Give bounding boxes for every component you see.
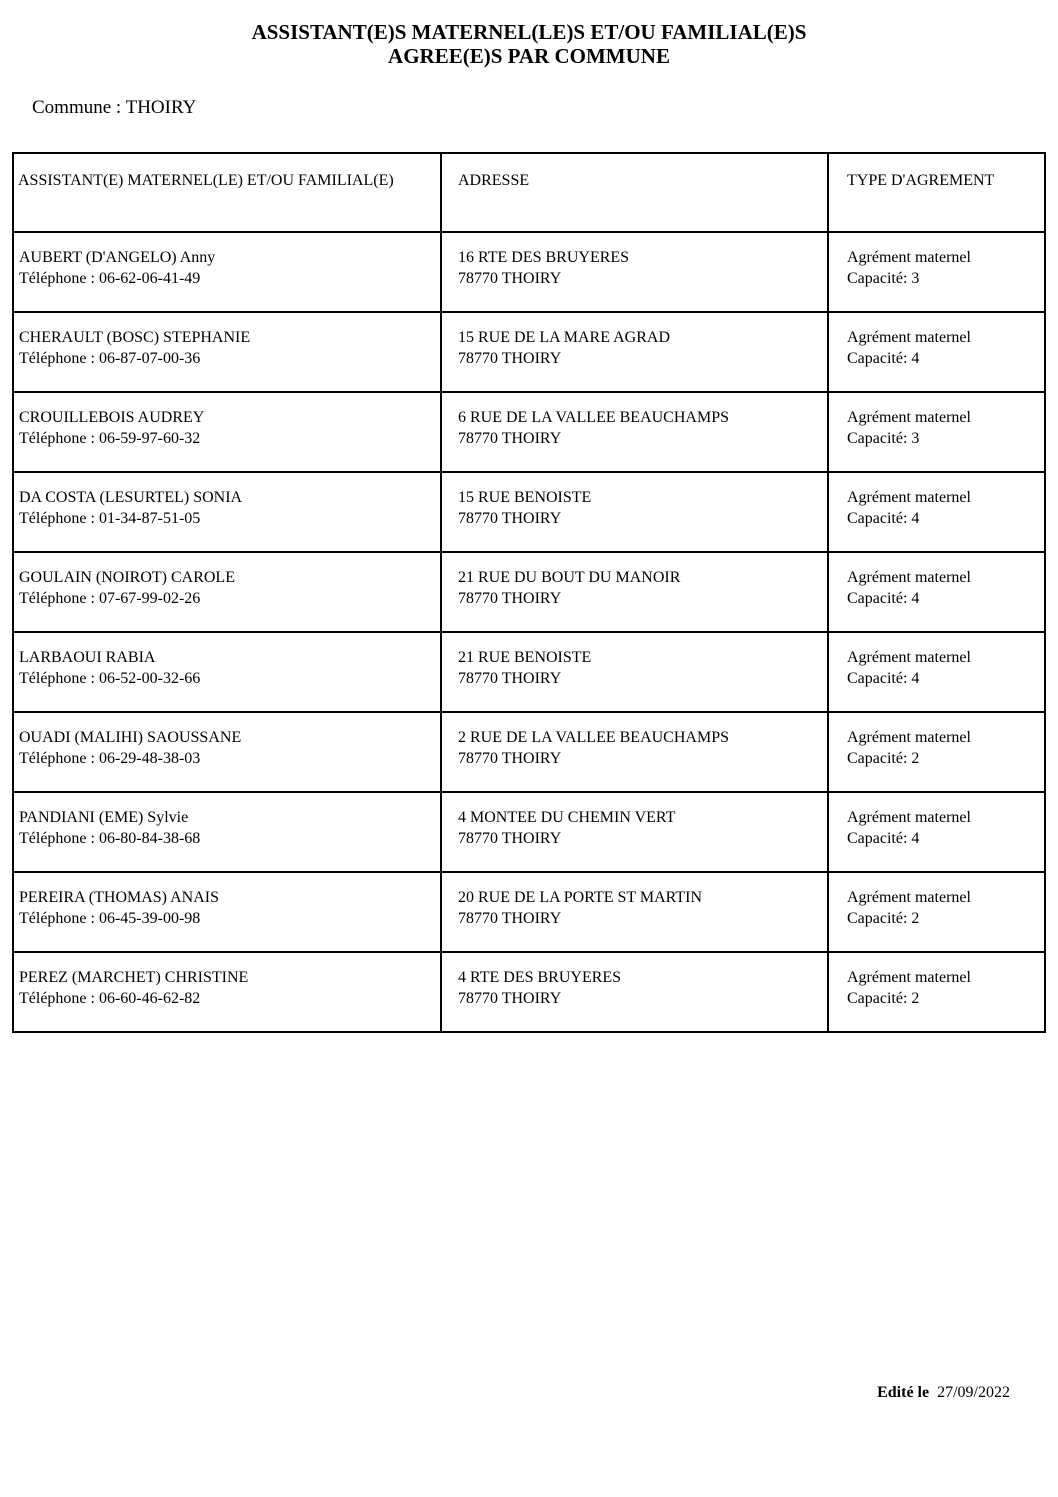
approval-type: Agrément maternel bbox=[847, 569, 971, 586]
table-header-row bbox=[13, 153, 1045, 232]
approval-capacity: Capacité: 4 bbox=[847, 350, 920, 367]
approval-type: Agrément maternel bbox=[847, 249, 971, 266]
approval-type: Agrément maternel bbox=[847, 889, 971, 906]
table-row bbox=[13, 792, 1045, 872]
assistant-cell bbox=[13, 872, 441, 952]
approval-type: Agrément maternel bbox=[847, 809, 971, 826]
assistant-phone: Téléphone : 06-45-39-00-98 bbox=[19, 910, 201, 927]
approval-cell bbox=[828, 552, 1045, 632]
document-title bbox=[0, 20, 1058, 68]
table-row bbox=[13, 712, 1045, 792]
approval-type: Agrément maternel bbox=[847, 969, 971, 986]
approval-capacity: Capacité: 2 bbox=[847, 990, 920, 1007]
address-cell bbox=[441, 952, 828, 1032]
header-approval-type: TYPE D'AGREMENT bbox=[828, 153, 1045, 232]
address-city: 78770 THOIRY bbox=[458, 910, 562, 927]
title-line-2: AGREE(E)S PAR COMMUNE bbox=[388, 44, 670, 68]
assistant-name: LARBAOUI RABIA bbox=[19, 649, 156, 666]
address-cell bbox=[441, 792, 828, 872]
address-street: 16 RTE DES BRUYERES bbox=[458, 249, 630, 266]
assistant-name: DA COSTA (LESURTEL) SONIA bbox=[19, 489, 243, 506]
edit-date-value: 27/09/2022 bbox=[937, 1384, 1010, 1401]
approval-cell bbox=[828, 312, 1045, 392]
assistant-phone: Téléphone : 06-60-46-62-82 bbox=[19, 990, 201, 1007]
table-row bbox=[13, 552, 1045, 632]
address-street: 4 MONTEE DU CHEMIN VERT bbox=[458, 809, 676, 826]
assistant-cell bbox=[13, 552, 441, 632]
address-city: 78770 THOIRY bbox=[458, 270, 562, 287]
approval-capacity: Capacité: 3 bbox=[847, 270, 920, 287]
assistant-name: CROUILLEBOIS AUDREY bbox=[19, 409, 205, 426]
assistant-phone: Téléphone : 07-67-99-02-26 bbox=[19, 590, 201, 607]
commune-label: Commune : THOIRY bbox=[32, 97, 197, 118]
address-city: 78770 THOIRY bbox=[458, 830, 562, 847]
address-street: 20 RUE DE LA PORTE ST MARTIN bbox=[458, 889, 703, 906]
title-line-1: ASSISTANT(E)S MATERNEL(LE)S ET/OU FAMILIAL(E)S bbox=[251, 20, 807, 44]
assistant-phone: Téléphone : 06-52-00-32-66 bbox=[19, 670, 201, 687]
address-street: 2 RUE DE LA VALLEE BEAUCHAMPS bbox=[458, 729, 729, 746]
approval-capacity: Capacité: 4 bbox=[847, 830, 920, 847]
assistant-name: AUBERT (D'ANGELO) Anny bbox=[19, 249, 216, 266]
approval-cell bbox=[828, 872, 1045, 952]
approval-capacity: Capacité: 3 bbox=[847, 430, 920, 447]
assistant-name: CHERAULT (BOSC) STEPHANIE bbox=[19, 329, 251, 346]
approval-cell bbox=[828, 472, 1045, 552]
assistant-phone: Téléphone : 06-59-97-60-32 bbox=[19, 430, 201, 447]
assistant-phone: Téléphone : 06-80-84-38-68 bbox=[19, 830, 201, 847]
approval-type: Agrément maternel bbox=[847, 329, 971, 346]
assistant-cell bbox=[13, 232, 441, 312]
assistant-cell bbox=[13, 472, 441, 552]
approval-cell bbox=[828, 392, 1045, 472]
address-city: 78770 THOIRY bbox=[458, 350, 562, 367]
approval-cell bbox=[828, 792, 1045, 872]
address-street: 15 RUE BENOISTE bbox=[458, 489, 592, 506]
address-cell bbox=[441, 712, 828, 792]
approval-type: Agrément maternel bbox=[847, 489, 971, 506]
address-city: 78770 THOIRY bbox=[458, 510, 562, 527]
assistant-cell bbox=[13, 392, 441, 472]
table-row bbox=[13, 632, 1045, 712]
approval-capacity: Capacité: 2 bbox=[847, 910, 920, 927]
address-street: 4 RTE DES BRUYERES bbox=[458, 969, 622, 986]
address-cell bbox=[441, 392, 828, 472]
approval-type: Agrément maternel bbox=[847, 649, 971, 666]
address-city: 78770 THOIRY bbox=[458, 590, 562, 607]
approval-cell bbox=[828, 712, 1045, 792]
approval-capacity: Capacité: 4 bbox=[847, 590, 920, 607]
header-address: ADRESSE bbox=[441, 153, 828, 232]
table-body bbox=[13, 232, 1045, 1032]
assistant-cell bbox=[13, 312, 441, 392]
assistant-name: PEREIRA (THOMAS) ANAIS bbox=[19, 889, 220, 906]
assistant-name: PEREZ (MARCHET) CHRISTINE bbox=[19, 969, 249, 986]
approval-capacity: Capacité: 4 bbox=[847, 670, 920, 687]
table-row bbox=[13, 472, 1045, 552]
address-street: 6 RUE DE LA VALLEE BEAUCHAMPS bbox=[458, 409, 729, 426]
assistant-name: OUADI (MALIHI) SAOUSSANE bbox=[19, 729, 242, 746]
approval-capacity: Capacité: 4 bbox=[847, 510, 920, 527]
address-cell bbox=[441, 232, 828, 312]
assistant-cell bbox=[13, 792, 441, 872]
address-street: 21 RUE DU BOUT DU MANOIR bbox=[458, 569, 681, 586]
address-cell bbox=[441, 472, 828, 552]
edit-date bbox=[877, 1384, 1010, 1402]
approval-cell bbox=[828, 632, 1045, 712]
edit-date-label: Edité le bbox=[877, 1384, 930, 1401]
assistant-cell bbox=[13, 952, 441, 1032]
approval-type: Agrément maternel bbox=[847, 729, 971, 746]
header-assistant: ASSISTANT(E) MATERNEL(LE) ET/OU FAMILIAL(E) bbox=[13, 153, 441, 232]
assistant-name: PANDIANI (EME) Sylvie bbox=[19, 809, 189, 826]
approval-cell bbox=[828, 952, 1045, 1032]
address-city: 78770 THOIRY bbox=[458, 750, 562, 767]
table-row bbox=[13, 312, 1045, 392]
approval-capacity: Capacité: 2 bbox=[847, 750, 920, 767]
assistant-phone: Téléphone : 06-29-48-38-03 bbox=[19, 750, 201, 767]
address-street: 15 RUE DE LA MARE AGRAD bbox=[458, 329, 671, 346]
assistant-phone: Téléphone : 01-34-87-51-05 bbox=[19, 510, 201, 527]
address-street: 21 RUE BENOISTE bbox=[458, 649, 592, 666]
assistant-cell bbox=[13, 632, 441, 712]
address-city: 78770 THOIRY bbox=[458, 990, 562, 1007]
address-city: 78770 THOIRY bbox=[458, 670, 562, 687]
table-row bbox=[13, 232, 1045, 312]
table-row bbox=[13, 392, 1045, 472]
address-cell bbox=[441, 632, 828, 712]
assistant-name: GOULAIN (NOIROT) CAROLE bbox=[19, 569, 235, 586]
address-city: 78770 THOIRY bbox=[458, 430, 562, 447]
approval-type: Agrément maternel bbox=[847, 409, 971, 426]
assistant-phone: Téléphone : 06-87-07-00-36 bbox=[19, 350, 201, 367]
assistant-cell bbox=[13, 712, 441, 792]
assistant-phone: Téléphone : 06-62-06-41-49 bbox=[19, 270, 201, 287]
address-cell bbox=[441, 312, 828, 392]
address-cell bbox=[441, 552, 828, 632]
assistants-table bbox=[12, 152, 1046, 1033]
approval-cell bbox=[828, 232, 1045, 312]
table-row bbox=[13, 952, 1045, 1032]
table-row bbox=[13, 872, 1045, 952]
address-cell bbox=[441, 872, 828, 952]
